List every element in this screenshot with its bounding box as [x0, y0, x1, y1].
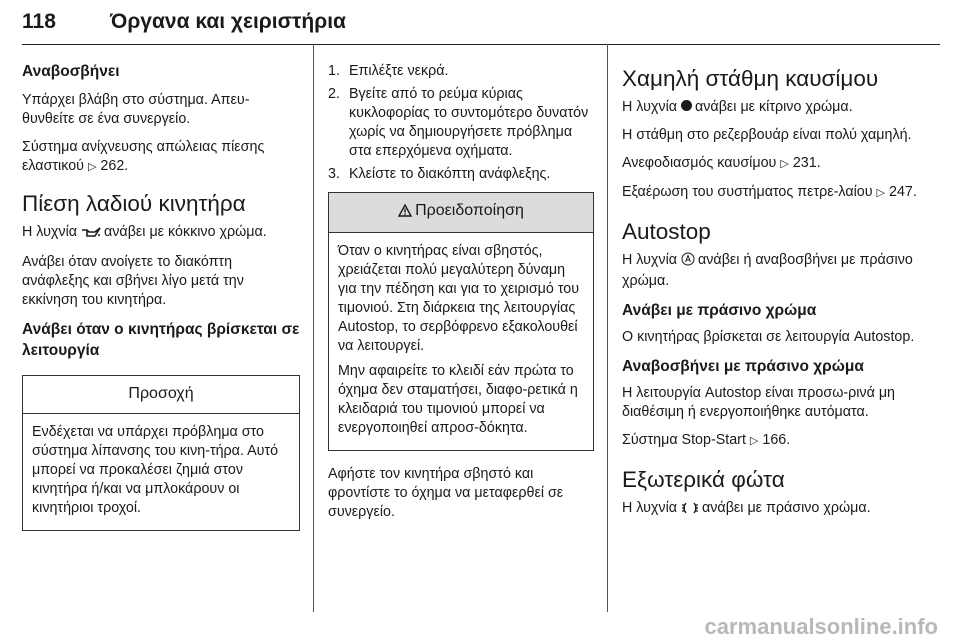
warning-body	[329, 233, 593, 450]
green-flash-subheading: Αναβοσβήνει με πράσινο χρώμα	[622, 358, 864, 375]
paragraph: Ο κινητήρας βρίσκεται σε λειτουργία Autostop.	[622, 329, 915, 345]
warning-box	[328, 192, 594, 451]
exterior-lights-icon	[681, 501, 699, 520]
ref-page: 247.	[889, 184, 917, 200]
autostop-icon	[681, 252, 695, 272]
list-item	[328, 62, 594, 81]
step-number: 2.	[328, 86, 340, 102]
ref-page: 262.	[100, 158, 129, 174]
step-text: Κλείστε το διακόπτη ανάφλεξης.	[349, 166, 551, 182]
page-header	[22, 0, 940, 45]
section-heading-lights: Εξωτερικά φώτα	[622, 467, 785, 492]
text: Εξαέρωση του συστήματος πετρε-λαίου	[622, 184, 873, 200]
column-divider	[313, 44, 314, 612]
step-number: 3.	[328, 166, 340, 182]
steps-list	[328, 62, 594, 184]
caution-body	[23, 414, 299, 530]
paragraph: Η λειτουργία Autostop είναι προσω-ρινά μη διαθέσιμη ή ενεργοποιήθηκε αυτόματα.	[622, 385, 896, 420]
text: ανάβει ή αναβοσβήνει με πράσινο χρώμα.	[622, 252, 913, 289]
column-right	[622, 66, 922, 529]
column-middle	[328, 62, 594, 531]
text: Η λυχνία	[22, 224, 78, 240]
paragraph	[622, 499, 922, 520]
caution-title: Προσοχή	[23, 376, 299, 414]
page-title: Όργανα και χειριστήρια	[110, 10, 346, 33]
section-heading-autostop: Autostop	[622, 219, 711, 244]
green-subheading: Ανάβει με πράσινο χρώμα	[622, 302, 817, 319]
watermark: carmanualsonline.info	[704, 614, 938, 639]
paragraph: Ανάβει όταν ανοίγετε το διακόπτη ανάφλεξης και σβήνει λίγο μετά την εκκίνηση του κινητήρα.	[22, 254, 244, 308]
warning-header	[329, 193, 593, 233]
paragraph	[622, 251, 922, 291]
paragraph	[622, 98, 922, 117]
text: ανάβει με πράσινο χρώμα.	[702, 500, 871, 516]
page-ref-link[interactable]	[750, 432, 790, 448]
caution-box	[22, 375, 300, 531]
paragraph	[22, 138, 300, 177]
text: Η λυχνία	[622, 99, 678, 115]
text: Η λυχνία	[622, 500, 678, 516]
caution-text: Ενδέχεται να υπάρχει πρόβλημα στο σύστημα λίπανσης του κινη-τήρα. Αυτό μπορεί να προκαλέσει ζημιά στον κινητήρα ή/και να μπλοκάρουν οι κινητήριοι τροχοί.	[32, 424, 279, 516]
text: ανάβει με κόκκινο χρώμα.	[104, 224, 267, 240]
running-subheading: Ανάβει όταν ο κινητήρας βρίσκεται σε λειτουργία	[22, 321, 300, 359]
page-ref-link[interactable]	[780, 155, 820, 171]
fuel-dot-icon	[681, 100, 692, 111]
ref-page: 166.	[762, 432, 791, 448]
step-number: 1.	[328, 63, 340, 79]
warning-triangle-icon	[398, 203, 412, 222]
column-left	[22, 62, 300, 541]
flashing-subheading: Αναβοσβήνει	[22, 63, 120, 80]
page-number: 118	[22, 10, 56, 33]
text: ανάβει με κίτρινο χρώμα.	[695, 99, 853, 115]
paragraph	[22, 223, 300, 244]
oil-pressure-icon	[81, 225, 101, 244]
ref-page: 231.	[792, 155, 821, 171]
section-heading-fuel: Χαμηλή στάθμη καυσίμου	[622, 66, 879, 91]
paragraph	[622, 183, 922, 203]
step-text: Βγείτε από το ρεύμα κύριας κυκλοφορίας το συντομότερο δυνατόν χωρίς να δημιουργήσετε πρόβλημα στα επερχόμενα οχήματα.	[349, 86, 589, 159]
text: Η λυχνία	[622, 252, 678, 268]
list-item	[328, 85, 594, 161]
section-heading-oil: Πίεση λαδιού κινητήρα	[22, 191, 246, 216]
warning-title: Προειδοποίηση	[415, 202, 524, 219]
text: Σύστημα Stop-Start	[622, 432, 746, 448]
column-divider	[607, 44, 608, 612]
paragraph: Αφήστε τον κινητήρα σβηστό και φροντίστε το όχημα να μεταφερθεί σε συνεργείο.	[328, 466, 564, 520]
warning-text: Μην αφαιρείτε το κλειδί εάν πρώτα το όχημα δεν σταματήσει, διαφο-ρετικά η κλειδαριά του τιμονιού μπορεί να ενεργοποιηθεί απροσ-δόκητα.	[338, 363, 578, 436]
text: Ανεφοδιασμός καυσίμου	[622, 155, 777, 171]
paragraph	[622, 431, 922, 451]
step-text: Επιλέξτε νεκρά.	[349, 63, 449, 79]
paragraph: Η στάθμη στο ρεζερβουάρ είναι πολύ χαμηλή.	[622, 127, 912, 143]
paragraph	[622, 154, 922, 174]
list-item	[328, 165, 594, 184]
page-ref-link[interactable]	[88, 158, 128, 174]
paragraph: Υπάρχει βλάβη στο σύστημα. Απευ-θυνθείτε σε ένα συνεργείο.	[22, 92, 250, 127]
text: Σύστημα ανίχνευσης απώλειας πίεσης ελαστικού	[22, 139, 265, 174]
page-ref-link[interactable]	[877, 184, 917, 200]
warning-text: Όταν ο κινητήρας είναι σβηστός, χρειάζεται πολύ μεγαλύτερη δύναμη για την πέδηση και για το χειρισμό του τιμονιού. Στη διάρκεια της λειτουργίας Autostop, το σερβόφρενο εξακολουθεί να λειτουργεί.	[338, 243, 580, 354]
